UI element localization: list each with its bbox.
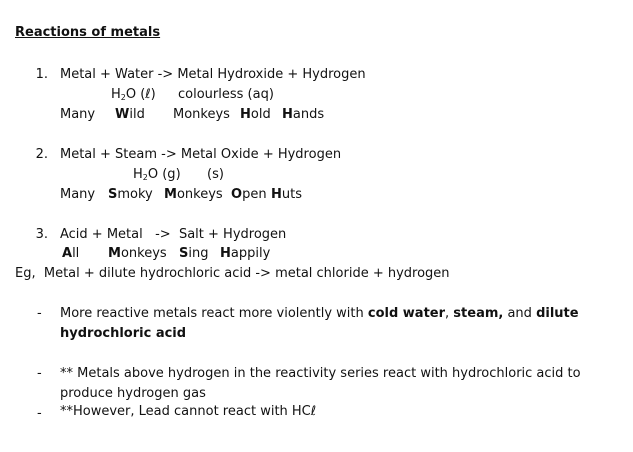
bullet-hydrogen-gas: ** Metals above hydrogen in the reactivity series react with hydrochloric acid to produce hydrogen gas [60, 366, 581, 401]
state-oxide: (s) [207, 167, 224, 182]
bullet-dash: - [37, 406, 42, 421]
bullet-reactivity: More reactive metals react more violently with cold water, steam, and dilute hydrochloric acid [60, 306, 579, 341]
mnemonic-word: Hands [282, 107, 325, 122]
bullet-dash: - [37, 366, 42, 381]
item-number-3: 3. [35, 227, 48, 242]
bullet-lead: **However, Lead cannot react with HCℓ [60, 404, 317, 419]
mnemonic-word: Many [60, 187, 96, 202]
mnemonic-word: Smoky [108, 187, 153, 202]
mnemonic-word: Sing [179, 246, 209, 261]
item-number-1: 1. [35, 67, 48, 82]
item-number-2: 2. [35, 147, 48, 162]
equation-water: Metal + Water -> Metal Hydroxide + Hydrogen [60, 67, 366, 82]
mnemonic-word: Open [231, 187, 267, 202]
state-hydroxide: colourless (aq) [178, 87, 274, 102]
mnemonic-word: Hold [240, 107, 271, 122]
mnemonic-word: Monkeys [164, 187, 223, 202]
mnemonic-word: Many [60, 107, 96, 122]
mnemonic-word: Monkeys [108, 246, 167, 261]
example-equation: Eg, Metal + dilute hydrochloric acid -> metal chloride + hydrogen [15, 266, 450, 281]
mnemonic-word: Monkeys [173, 107, 230, 122]
page-title: Reactions of metals [15, 25, 161, 40]
mnemonic-word: Wild [115, 107, 145, 122]
equation-steam: Metal + Steam -> Metal Oxide + Hydrogen [60, 147, 342, 162]
state-steam: $H_2O$ (g) [133, 167, 181, 182]
state-water: $H_2O$ (ℓ) [111, 87, 156, 102]
equation-acid: Acid + Metal -> Salt + Hydrogen [60, 227, 287, 242]
mnemonic-word: All [62, 246, 80, 261]
mnemonic-word: Happily [220, 246, 271, 261]
mnemonic-word: Huts [271, 187, 302, 202]
bullet-dash: - [37, 306, 42, 321]
